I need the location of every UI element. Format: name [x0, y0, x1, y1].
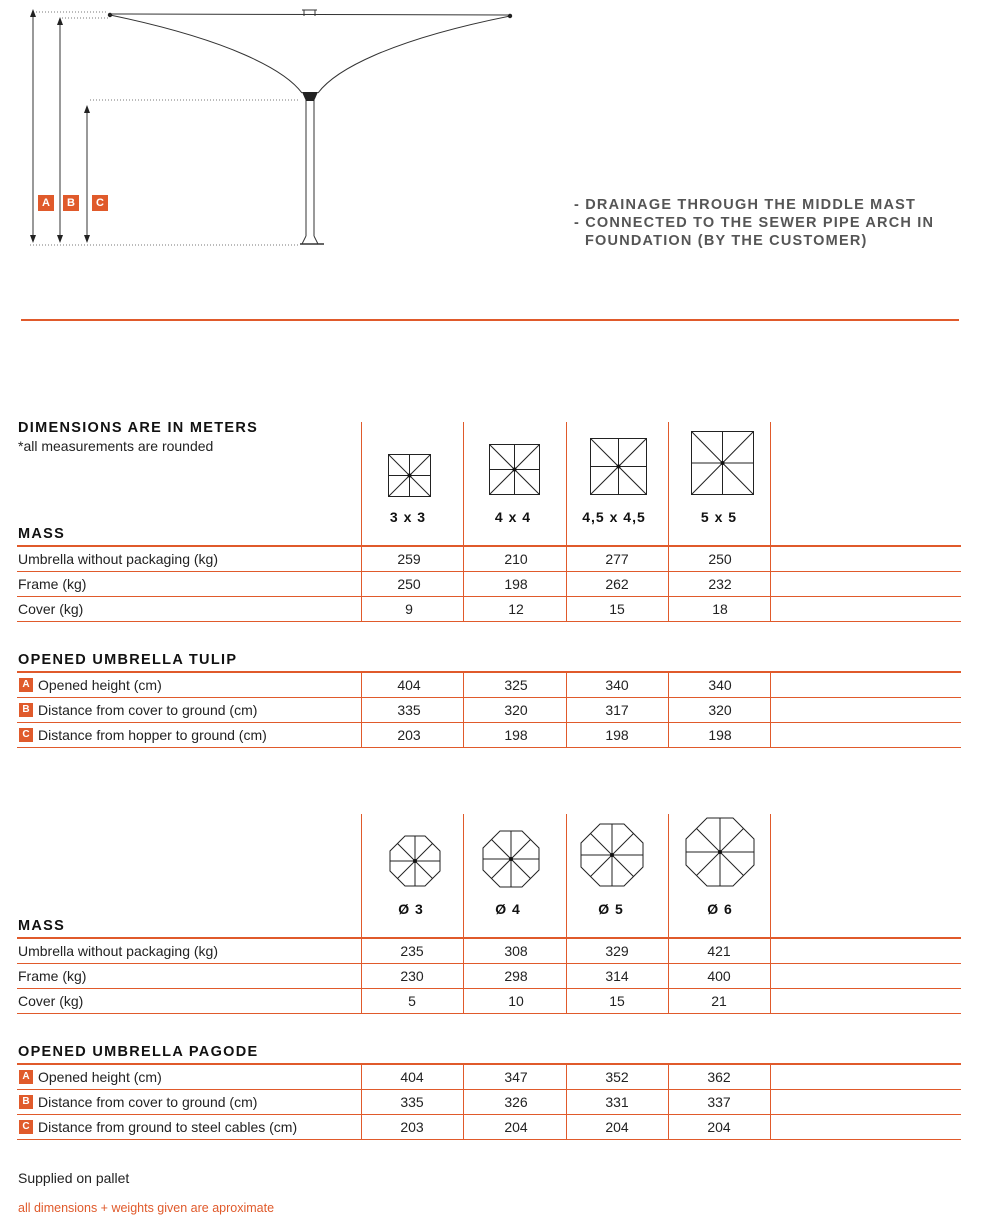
column-divider [770, 814, 771, 1014]
table-rule [17, 545, 961, 547]
table-rule [17, 1013, 961, 1014]
table-cell: 262 [605, 576, 629, 592]
table-cell: 331 [605, 1094, 629, 1110]
table-cell: 250 [708, 551, 732, 567]
table-row-label: Opened height (cm) [38, 1069, 162, 1085]
table-rule [17, 671, 961, 673]
marker-a-badge: A [38, 195, 54, 211]
table-cell: 15 [609, 993, 625, 1009]
row-badge-a: A [19, 1070, 33, 1084]
table-cell: 210 [504, 551, 528, 567]
table-cell: 352 [605, 1069, 629, 1085]
table-cell: 5 [408, 993, 416, 1009]
table-cell: 204 [707, 1119, 731, 1135]
table-cell: 10 [508, 993, 524, 1009]
table-row-label: Umbrella without packaging (kg) [18, 551, 218, 567]
note-line: - CONNECTED TO THE SEWER PIPE ARCH IN [574, 215, 935, 231]
table-row-label: Umbrella without packaging (kg) [18, 943, 218, 959]
table-cell: 198 [504, 727, 528, 743]
table-cell: 9 [405, 601, 413, 617]
table-rule [17, 722, 961, 723]
table-row-label: Distance from cover to ground (cm) [38, 1094, 258, 1110]
table-cell: 204 [605, 1119, 629, 1135]
table-row-label: Frame (kg) [18, 968, 87, 984]
table-cell: 198 [504, 576, 528, 592]
table-cell: 362 [707, 1069, 731, 1085]
size-column-header: Ø 5 [598, 901, 624, 917]
square-canopy-icon [590, 438, 648, 496]
table-cell: 421 [707, 943, 731, 959]
row-badge-b: B [19, 1095, 33, 1109]
row-badge-c: C [19, 728, 33, 742]
table-cell: 320 [708, 702, 732, 718]
table-cell: 298 [504, 968, 528, 984]
table-cell: 325 [504, 677, 528, 693]
disclaimer: all dimensions + weights given are aproximate [18, 1201, 275, 1215]
drainage-notes [574, 196, 934, 250]
dimensions-title: DIMENSIONS ARE IN METERS [18, 420, 259, 436]
table-cell: 203 [400, 1119, 424, 1135]
table-rule [17, 697, 961, 698]
octagon-canopy-icon [388, 834, 442, 888]
size-column-header: 4,5 x 4,5 [582, 509, 646, 525]
table-cell: 21 [711, 993, 727, 1009]
table-cell: 404 [397, 677, 421, 693]
square-canopy-icon [489, 444, 541, 496]
table-cell: 198 [708, 727, 732, 743]
table-cell: 317 [605, 702, 629, 718]
table-rule [17, 937, 961, 939]
marker-c-badge: C [92, 195, 108, 211]
table-row-label: Distance from hopper to ground (cm) [38, 727, 267, 743]
table-cell: 12 [508, 601, 524, 617]
column-divider [770, 422, 771, 622]
table-row-label: Opened height (cm) [38, 677, 162, 693]
row-badge-b: B [19, 703, 33, 717]
table-cell: 326 [504, 1094, 528, 1110]
section-divider [21, 319, 959, 321]
square-canopy-icon [691, 431, 755, 496]
table-cell: 277 [605, 551, 629, 567]
table-cell: 18 [712, 601, 728, 617]
table-cell: 340 [605, 677, 629, 693]
column-divider [668, 814, 669, 1014]
column-divider [770, 672, 771, 748]
umbrella-side-view-diagram [0, 0, 560, 260]
size-column-header: Ø 3 [398, 901, 424, 917]
row-badge-c: C [19, 1120, 33, 1134]
table-cell: 232 [708, 576, 732, 592]
octagon-canopy-icon [684, 816, 756, 888]
table-cell: 203 [397, 727, 421, 743]
table-cell: 314 [605, 968, 629, 984]
table-rule [17, 1139, 961, 1140]
size-column-header: Ø 6 [707, 901, 733, 917]
size-column-header: 3 x 3 [389, 509, 427, 525]
table-cell: 337 [707, 1094, 731, 1110]
table-rule [17, 621, 961, 622]
column-divider [668, 672, 669, 748]
table-row-label: Cover (kg) [18, 601, 84, 617]
mass-section-title: MASS [18, 526, 66, 542]
opened-pagode-title: OPENED UMBRELLA PAGODE [18, 1044, 259, 1060]
table-cell: 235 [400, 943, 424, 959]
table-cell: 198 [605, 727, 629, 743]
column-divider [463, 672, 464, 748]
table-row-label: Frame (kg) [18, 576, 87, 592]
table-cell: 230 [400, 968, 424, 984]
table-cell: 335 [400, 1094, 424, 1110]
table-cell: 404 [400, 1069, 424, 1085]
table-cell: 308 [504, 943, 528, 959]
table-cell: 347 [504, 1069, 528, 1085]
table-cell: 335 [397, 702, 421, 718]
table-cell: 329 [605, 943, 629, 959]
column-divider [770, 1064, 771, 1140]
table-rule [17, 963, 961, 964]
octagon-canopy-icon [579, 822, 645, 888]
table-rule [17, 1089, 961, 1090]
mass-section-title: MASS [18, 918, 66, 934]
octagon-canopy-icon [481, 829, 541, 889]
opened-tulip-title: OPENED UMBRELLA TULIP [18, 652, 238, 668]
table-cell: 340 [708, 677, 732, 693]
marker-b-badge: B [63, 195, 79, 211]
table-rule [17, 571, 961, 572]
table-rule [17, 747, 961, 748]
table-rule [17, 988, 961, 989]
table-rule [17, 596, 961, 597]
table-cell: 15 [609, 601, 625, 617]
note-line: - DRAINAGE THROUGH THE MIDDLE MAST [574, 197, 917, 213]
row-badge-a: A [19, 678, 33, 692]
table-row-label: Distance from ground to steel cables (cm) [38, 1119, 298, 1135]
note-line: FOUNDATION (BY THE CUSTOMER) [585, 233, 868, 249]
table-rule [17, 1063, 961, 1065]
table-row-label: Distance from cover to ground (cm) [38, 702, 258, 718]
rounding-note: *all measurements are rounded [18, 438, 214, 454]
column-divider [463, 1064, 464, 1140]
size-column-header: Ø 4 [495, 901, 521, 917]
supplied-note: Supplied on pallet [18, 1170, 130, 1186]
square-canopy-icon [388, 454, 432, 498]
table-rule [17, 1114, 961, 1115]
table-row-label: Cover (kg) [18, 993, 84, 1009]
table-cell: 204 [504, 1119, 528, 1135]
table-cell: 320 [504, 702, 528, 718]
table-cell: 400 [707, 968, 731, 984]
table-cell: 259 [397, 551, 421, 567]
size-column-header: 5 x 5 [700, 509, 738, 525]
size-column-header: 4 x 4 [494, 509, 532, 525]
table-cell: 250 [397, 576, 421, 592]
